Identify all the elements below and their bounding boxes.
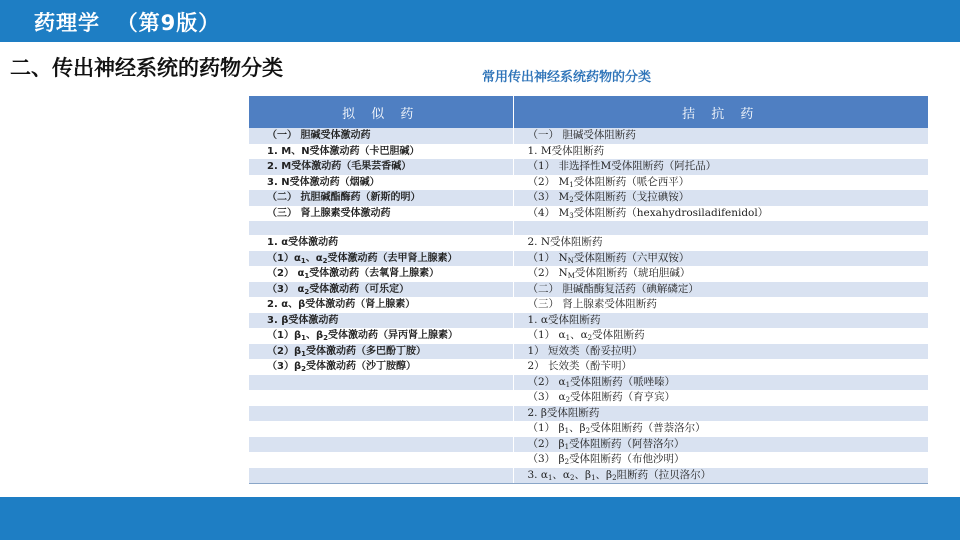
agonist-cell: $(2)\beta_1$受体激动药（多巴酚丁胺） <box>249 344 513 360</box>
table-row <box>249 375 928 391</box>
antagonist-cell: （3） $\beta_2$受体阻断药（布他沙明） <box>513 452 928 468</box>
agonist-cell: $(1)\alpha_1$、$\alpha_2$受体激动药（去甲肾上腺素） <box>249 251 513 267</box>
agonist-cell: （二） 抗胆碱酯酶药（新斯的明） <box>249 190 513 206</box>
antagonist-cell: 2. N受体阻断药 <box>513 235 928 251</box>
column-header-antagonists: 拮 抗 药 <box>513 96 928 128</box>
table-row <box>249 297 928 313</box>
table-row <box>249 175 928 191</box>
antagonist-cell: （3） $\alpha_2$受体阻断药（育亨宾） <box>513 390 928 406</box>
header-bar <box>0 0 960 42</box>
agonist-cell: 2. M受体激动药（毛果芸香碱） <box>249 159 513 175</box>
agonist-cell: 1. M、N受体激动药（卡巴胆碱） <box>249 144 513 160</box>
table-row <box>249 452 928 468</box>
agonist-cell: 3. N受体激动药（烟碱） <box>249 175 513 191</box>
table-row <box>249 437 928 453</box>
agonist-cell: 3. β受体激动药 <box>249 313 513 329</box>
table-row <box>249 128 928 144</box>
agonist-cell <box>249 437 513 453</box>
antagonist-cell: （4） $M_3$受体阻断药（hexahydrosiladifenidol） <box>513 206 928 222</box>
table-row <box>249 221 928 235</box>
table-row <box>249 421 928 437</box>
table-row <box>249 313 928 329</box>
table-row <box>249 359 928 375</box>
column-header-agonists: 拟 似 药 <box>249 96 513 128</box>
antagonist-cell: （2） $\alpha_1$受体阻断药（哌唑嗪） <box>513 375 928 391</box>
footer-bar <box>0 497 960 540</box>
antagonist-cell: （1） 非选择性M受体阻断药（阿托品） <box>513 159 928 175</box>
antagonist-cell: （2） $\beta_1$受体阻断药（阿替洛尔） <box>513 437 928 453</box>
antagonist-cell: （一） 胆碱受体阻断药 <box>513 128 928 144</box>
section-title: 二、传出神经系统的药物分类 <box>10 56 283 80</box>
agonist-cell: （一） 胆碱受体激动药 <box>249 128 513 144</box>
book-title: 药理学 （第9版） <box>34 11 221 35</box>
drug-classification-table <box>249 96 928 484</box>
table-row <box>249 206 928 222</box>
table-row <box>249 144 928 160</box>
table-body <box>249 128 928 483</box>
table-row <box>249 406 928 422</box>
table-row <box>249 159 928 175</box>
agonist-cell <box>249 452 513 468</box>
agonist-cell: 1. α受体激动药 <box>249 235 513 251</box>
antagonist-cell: （2） $M_1$受体阻断药（哌仑西平） <box>513 175 928 191</box>
antagonist-cell: 1. α受体阻断药 <box>513 313 928 329</box>
antagonist-cell: 2. β受体阻断药 <box>513 406 928 422</box>
agonist-cell: （三） 肾上腺素受体激动药 <box>249 206 513 222</box>
agonist-cell <box>249 468 513 484</box>
table-row <box>249 190 928 206</box>
table-row <box>249 468 928 484</box>
table-row <box>249 282 928 298</box>
table-caption: 常用传出神经系统药物的分类 <box>482 70 652 85</box>
antagonist-cell: （三） 肾上腺素受体阻断药 <box>513 297 928 313</box>
agonist-cell <box>249 421 513 437</box>
antagonist-cell: （1） $\alpha_1$、$\alpha_2$受体阻断药 <box>513 328 928 344</box>
agonist-cell: 2. α、β受体激动药（肾上腺素） <box>249 297 513 313</box>
antagonist-cell: （1） $\beta_1$、$\beta_2$受体阻断药（普萘洛尔） <box>513 421 928 437</box>
table-row <box>249 344 928 360</box>
antagonist-cell: （3） $M_2$受体阻断药（戈拉碘铵） <box>513 190 928 206</box>
agonist-cell <box>249 390 513 406</box>
agonist-cell: （3） $\alpha_2$受体激动药（可乐定） <box>249 282 513 298</box>
antagonist-cell: 1. M受体阻断药 <box>513 144 928 160</box>
agonist-cell: （2） $\alpha_1$受体激动药（去氧肾上腺素） <box>249 266 513 282</box>
antagonist-cell: （二） 胆碱酯酶复活药（碘解磷定） <box>513 282 928 298</box>
agonist-cell <box>249 221 513 235</box>
antagonist-cell: 2） 长效类（酚苄明） <box>513 359 928 375</box>
antagonist-cell <box>513 221 928 235</box>
antagonist-cell: （2） $N_M$受体阻断药（琥珀胆碱） <box>513 266 928 282</box>
table-row <box>249 390 928 406</box>
table-row <box>249 266 928 282</box>
antagonist-cell: （1） $N_N$受体阻断药（六甲双铵） <box>513 251 928 267</box>
agonist-cell <box>249 375 513 391</box>
agonist-cell: $(3)\beta_2$受体激动药（沙丁胺醇） <box>249 359 513 375</box>
agonist-cell: $(1)\beta_1$、$\beta_2$受体激动药（异丙肾上腺素） <box>249 328 513 344</box>
antagonist-cell: 3. $\alpha_1$、$\alpha_2$、$\beta_1$、$\beta_2$阻断药（拉贝洛尔） <box>513 468 928 484</box>
table-row <box>249 235 928 251</box>
table-row <box>249 328 928 344</box>
agonist-cell <box>249 406 513 422</box>
table-row <box>249 251 928 267</box>
table-header-row <box>249 96 928 128</box>
antagonist-cell: 1） 短效类（酚妥拉明） <box>513 344 928 360</box>
